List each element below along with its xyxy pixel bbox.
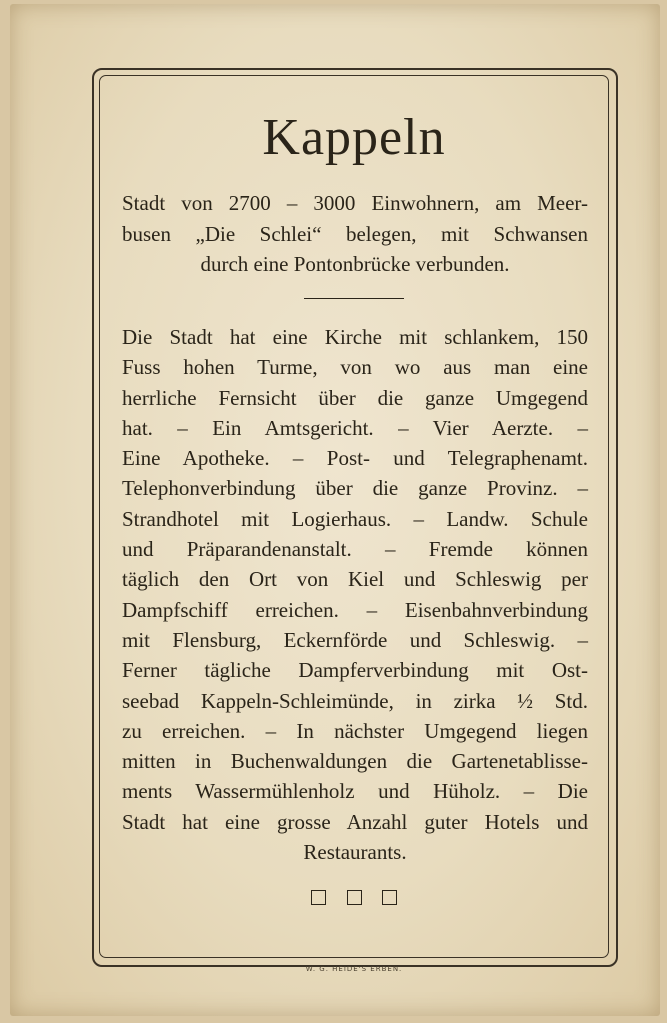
- body-line: seebad Kappeln-Schleimünde, in zirka ½ Std.: [122, 688, 588, 713]
- body-line: Telephonverbindung über die ganze Provinz. –: [122, 476, 588, 501]
- body-line: und Präparandenanstalt. – Fremde können: [122, 537, 588, 562]
- printer-imprint: W. G. HEIDE'S ERBEN.: [305, 965, 403, 973]
- body-paragraph: [122, 322, 588, 867]
- square-ornament: [347, 890, 362, 905]
- intro-paragraph: [122, 188, 588, 280]
- intro-line: Stadt von 2700 – 3000 Einwohnern, am Meer-: [122, 191, 588, 215]
- square-ornament: [382, 890, 397, 905]
- body-line: Ferner tägliche Dampferverbindung mit Ost-: [122, 658, 588, 683]
- body-line: Restaurants.: [303, 840, 407, 865]
- body-line: Die Stadt hat eine Kirche mit schlankem, 150: [122, 325, 588, 349]
- page-title: Kappeln: [262, 109, 446, 166]
- body-line: täglich den Ort von Kiel und Schleswig per: [122, 567, 588, 592]
- body-line: Strandhotel mit Logierhaus. – Landw. Schule: [122, 506, 588, 531]
- intro-line: durch eine Pontonbrücke verbunden.: [200, 252, 510, 276]
- square-ornament: [311, 890, 326, 905]
- divider: [304, 298, 404, 299]
- body-line: Fuss hohen Turme, von wo aus man eine: [122, 355, 588, 380]
- body-line: Stadt hat eine grosse Anzahl guter Hotels und: [122, 809, 588, 834]
- body-line: hat. – Ein Amtsgericht. – Vier Aerzte. –: [122, 415, 588, 440]
- body-line: Eine Apotheke. – Post- und Telegraphenamt.: [122, 446, 588, 471]
- body-line: Dampfschiff erreichen. – Eisenbahnverbindung: [122, 597, 588, 622]
- body-line: mit Flensburg, Eckernförde und Schleswig. –: [122, 627, 588, 652]
- body-line: zu erreichen. – In nächster Umgegend liegen: [122, 718, 588, 743]
- body-line: ments Wassermühlenholz und Hüholz. – Die: [122, 779, 588, 804]
- body-line: mitten in Buchenwaldungen die Gartenetablisse-: [122, 749, 588, 774]
- intro-line: busen „Die Schlei“ belegen, mit Schwansen: [122, 221, 588, 246]
- body-line: herrliche Fernsicht über die ganze Umgegend: [122, 385, 588, 410]
- ornament-squares: [311, 890, 397, 908]
